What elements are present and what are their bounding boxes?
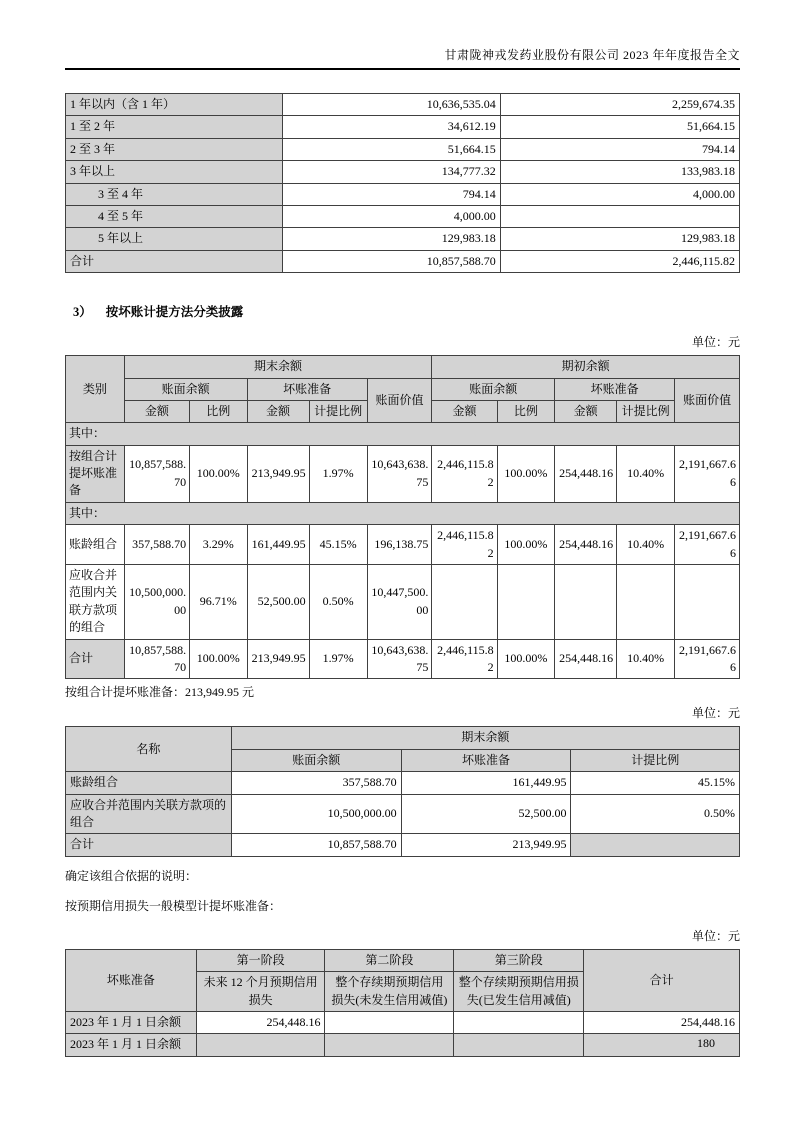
table-cell: 100.00%	[497, 639, 554, 679]
table-cell: 4,000.00	[500, 183, 739, 205]
table-cell: 254,448.16	[555, 445, 617, 502]
table-cell: 10,500,000.00	[124, 565, 189, 640]
header-stage3-sub: 整个存续期预期信用损失(已发生信用减值)	[454, 972, 584, 1012]
table-cell: 10,500,000.00	[231, 794, 401, 834]
table-cell: 51,664.15	[500, 116, 739, 138]
table-cell: 10.40%	[617, 639, 675, 679]
table-cell	[617, 565, 675, 640]
aging-balance-table	[65, 93, 740, 273]
table-cell: 100.00%	[190, 445, 247, 502]
header-book-balance: 账面余额	[231, 749, 401, 771]
table-cell: 161,449.95	[247, 525, 309, 565]
table-cell: 34,612.19	[283, 116, 501, 138]
table-cell: 1.97%	[309, 445, 367, 502]
portfolio-provision-table	[65, 726, 740, 856]
section-heading	[65, 302, 740, 320]
header-stage2-sub: 整个存续期预期信用损失(未发生信用减值)	[325, 972, 454, 1012]
table-cell: 254,448.16	[196, 1011, 325, 1033]
note-portfolio-provision: 按组合计提坏账准备：213,949.95 元	[65, 685, 255, 700]
table-cell: 51,664.15	[283, 138, 501, 160]
among-which-label: 其中：	[66, 502, 740, 524]
row-label: 4 至 5 年	[66, 205, 283, 227]
header-stage2: 第二阶段	[325, 949, 454, 971]
table-cell: 0.50%	[309, 565, 367, 640]
header-begin-balance: 期初余额	[432, 356, 740, 378]
header-name: 名称	[66, 727, 232, 772]
table-cell: 254,448.16	[584, 1011, 740, 1033]
header-ratio: 比例	[497, 400, 554, 422]
table-row	[66, 161, 740, 183]
table-cell	[454, 1011, 584, 1033]
table-cell: 10,643,638.75	[367, 445, 432, 502]
table-row	[66, 445, 740, 502]
header-stage1: 第一阶段	[196, 949, 325, 971]
table-cell: 2,446,115.82	[432, 525, 497, 565]
header-amount: 金额	[124, 400, 189, 422]
table-cell: 10,857,588.70	[124, 639, 189, 679]
table-cell	[497, 565, 554, 640]
table-cell	[675, 565, 740, 640]
table-cell: 100.00%	[497, 525, 554, 565]
header-ratio: 比例	[190, 400, 247, 422]
table-row	[66, 94, 740, 116]
table-cell: 129,983.18	[500, 228, 739, 250]
row-label: 2023 年 1 月 1 日余额	[66, 1011, 197, 1033]
header-amount: 金额	[432, 400, 497, 422]
table-cell: 213,949.95	[247, 445, 309, 502]
header-bad-debt: 坏账准备	[401, 749, 571, 771]
header-stage1-sub: 未来 12 个月预期信用损失	[196, 972, 325, 1012]
row-label: 1 至 2 年	[66, 116, 283, 138]
table-cell: 52,500.00	[401, 794, 571, 834]
page-number: 180	[697, 1036, 715, 1050]
table-row	[66, 138, 740, 160]
table-cell: 45.15%	[571, 772, 740, 794]
table-cell: 2,191,667.66	[675, 639, 740, 679]
table-cell: 45.15%	[309, 525, 367, 565]
table-cell: 213,949.95	[247, 639, 309, 679]
header-book-value: 账面价值	[367, 378, 432, 423]
row-label: 应收合并范围内关联方款项的组合	[66, 794, 232, 834]
table-header-row	[66, 727, 740, 749]
section-number: 3）	[73, 305, 92, 320]
table-cell: 196,138.75	[367, 525, 432, 565]
table-row	[66, 1011, 740, 1033]
table-cell: 254,448.16	[555, 525, 617, 565]
header-bad-debt: 坏账准备	[247, 378, 367, 400]
table-row	[66, 794, 740, 834]
unit-label: 单位：元	[691, 928, 740, 943]
section-title: 按坏账计提方法分类披露	[105, 305, 244, 320]
table-cell: 2,191,667.66	[675, 525, 740, 565]
header-book-balance: 账面余额	[432, 378, 555, 400]
table-cell: 96.71%	[190, 565, 247, 640]
table-row	[66, 116, 740, 138]
table-cell: 52,500.00	[247, 565, 309, 640]
table-cell: 2,446,115.82	[500, 250, 739, 272]
table-cell: 213,949.95	[401, 834, 571, 856]
table-row	[66, 772, 740, 794]
table-cell: 10,857,588.70	[283, 250, 501, 272]
table-cell	[325, 1011, 454, 1033]
among-which-label: 其中：	[66, 423, 740, 445]
table-cell: 10,447,500.00	[367, 565, 432, 640]
table-cell: 2,259,674.35	[500, 94, 739, 116]
table-header-row	[66, 356, 740, 378]
table-header-row	[66, 949, 740, 971]
table-row	[66, 525, 740, 565]
table-cell: 133,983.18	[500, 161, 739, 183]
table-cell: 2,191,667.66	[675, 445, 740, 502]
header-category: 类别	[66, 356, 125, 423]
row-label: 2023 年 1 月 1 日余额	[66, 1034, 197, 1056]
document-header-title: 甘肃陇神戎发药业股份有限公司 2023 年年度报告全文	[65, 46, 740, 70]
table-cell: 10,636,535.04	[283, 94, 501, 116]
row-label: 5 年以上	[66, 228, 283, 250]
table-cell: 3.29%	[190, 525, 247, 565]
table-cell	[432, 565, 497, 640]
row-label: 合计	[66, 834, 232, 856]
row-label: 按组合计提坏账准备	[66, 445, 125, 502]
table-cell: 357,588.70	[231, 772, 401, 794]
table-row	[66, 565, 740, 640]
row-label: 1 年以内（含 1 年）	[66, 94, 283, 116]
row-label: 账龄组合	[66, 525, 125, 565]
table-row	[66, 423, 740, 445]
table-row	[66, 250, 740, 272]
table-cell: 10.40%	[617, 525, 675, 565]
table-cell: 161,449.95	[401, 772, 571, 794]
table-cell	[500, 205, 739, 227]
table-cell: 129,983.18	[283, 228, 501, 250]
table-cell	[584, 1034, 740, 1056]
table-row	[66, 834, 740, 856]
header-provision-ratio: 计提比例	[617, 400, 675, 422]
table-cell	[325, 1034, 454, 1056]
table-cell: 794.14	[283, 183, 501, 205]
table-cell: 2,446,115.82	[432, 445, 497, 502]
header-end-balance: 期末余额	[231, 727, 739, 749]
header-provision-ratio: 计提比例	[309, 400, 367, 422]
table-cell: 100.00%	[497, 445, 554, 502]
bad-debt-method-table	[65, 355, 740, 679]
header-book-value: 账面价值	[675, 378, 740, 423]
table-cell: 254,448.16	[555, 639, 617, 679]
table-row	[66, 183, 740, 205]
header-book-balance: 账面余额	[124, 378, 247, 400]
row-label: 3 至 4 年	[66, 183, 283, 205]
unit-label: 单位：元	[691, 706, 740, 721]
header-amount: 金额	[555, 400, 617, 422]
header-total: 合计	[584, 949, 740, 1011]
row-label: 合计	[66, 639, 125, 679]
row-label: 合计	[66, 250, 283, 272]
header-bad-debt: 坏账准备	[555, 378, 675, 400]
table-cell: 10,643,638.75	[367, 639, 432, 679]
table-cell	[196, 1034, 325, 1056]
table-cell: 100.00%	[190, 639, 247, 679]
header-stage3: 第三阶段	[454, 949, 584, 971]
note-combo-basis: 确定该组合依据的说明：	[65, 868, 198, 883]
table-cell	[555, 565, 617, 640]
row-label: 2 至 3 年	[66, 138, 283, 160]
table-row	[66, 205, 740, 227]
row-label: 账龄组合	[66, 772, 232, 794]
table-cell: 1.97%	[309, 639, 367, 679]
ecl-stages-table	[65, 949, 740, 1057]
header-bad-debt: 坏账准备	[66, 949, 197, 1011]
header-provision-ratio: 计提比例	[571, 749, 740, 771]
table-cell: 357,588.70	[124, 525, 189, 565]
table-cell: 794.14	[500, 138, 739, 160]
table-cell: 10.40%	[617, 445, 675, 502]
table-cell	[454, 1034, 584, 1056]
table-row	[66, 639, 740, 679]
row-label: 3 年以上	[66, 161, 283, 183]
note-ecl-model: 按预期信用损失一般模型计提坏账准备：	[65, 898, 282, 913]
table-row	[66, 228, 740, 250]
row-label: 应收合并范围内关联方款项的组合	[66, 565, 125, 640]
table-row	[66, 502, 740, 524]
table-cell	[571, 834, 740, 856]
header-amount: 金额	[247, 400, 309, 422]
table-cell: 0.50%	[571, 794, 740, 834]
table-cell: 10,857,588.70	[231, 834, 401, 856]
table-header-row	[66, 378, 740, 400]
header-end-balance: 期末余额	[124, 356, 432, 378]
table-cell: 4,000.00	[283, 205, 501, 227]
table-cell: 134,777.32	[283, 161, 501, 183]
table-cell: 10,857,588.70	[124, 445, 189, 502]
table-cell: 2,446,115.82	[432, 639, 497, 679]
table-row	[66, 1034, 740, 1056]
unit-label: 单位：元	[691, 335, 740, 350]
